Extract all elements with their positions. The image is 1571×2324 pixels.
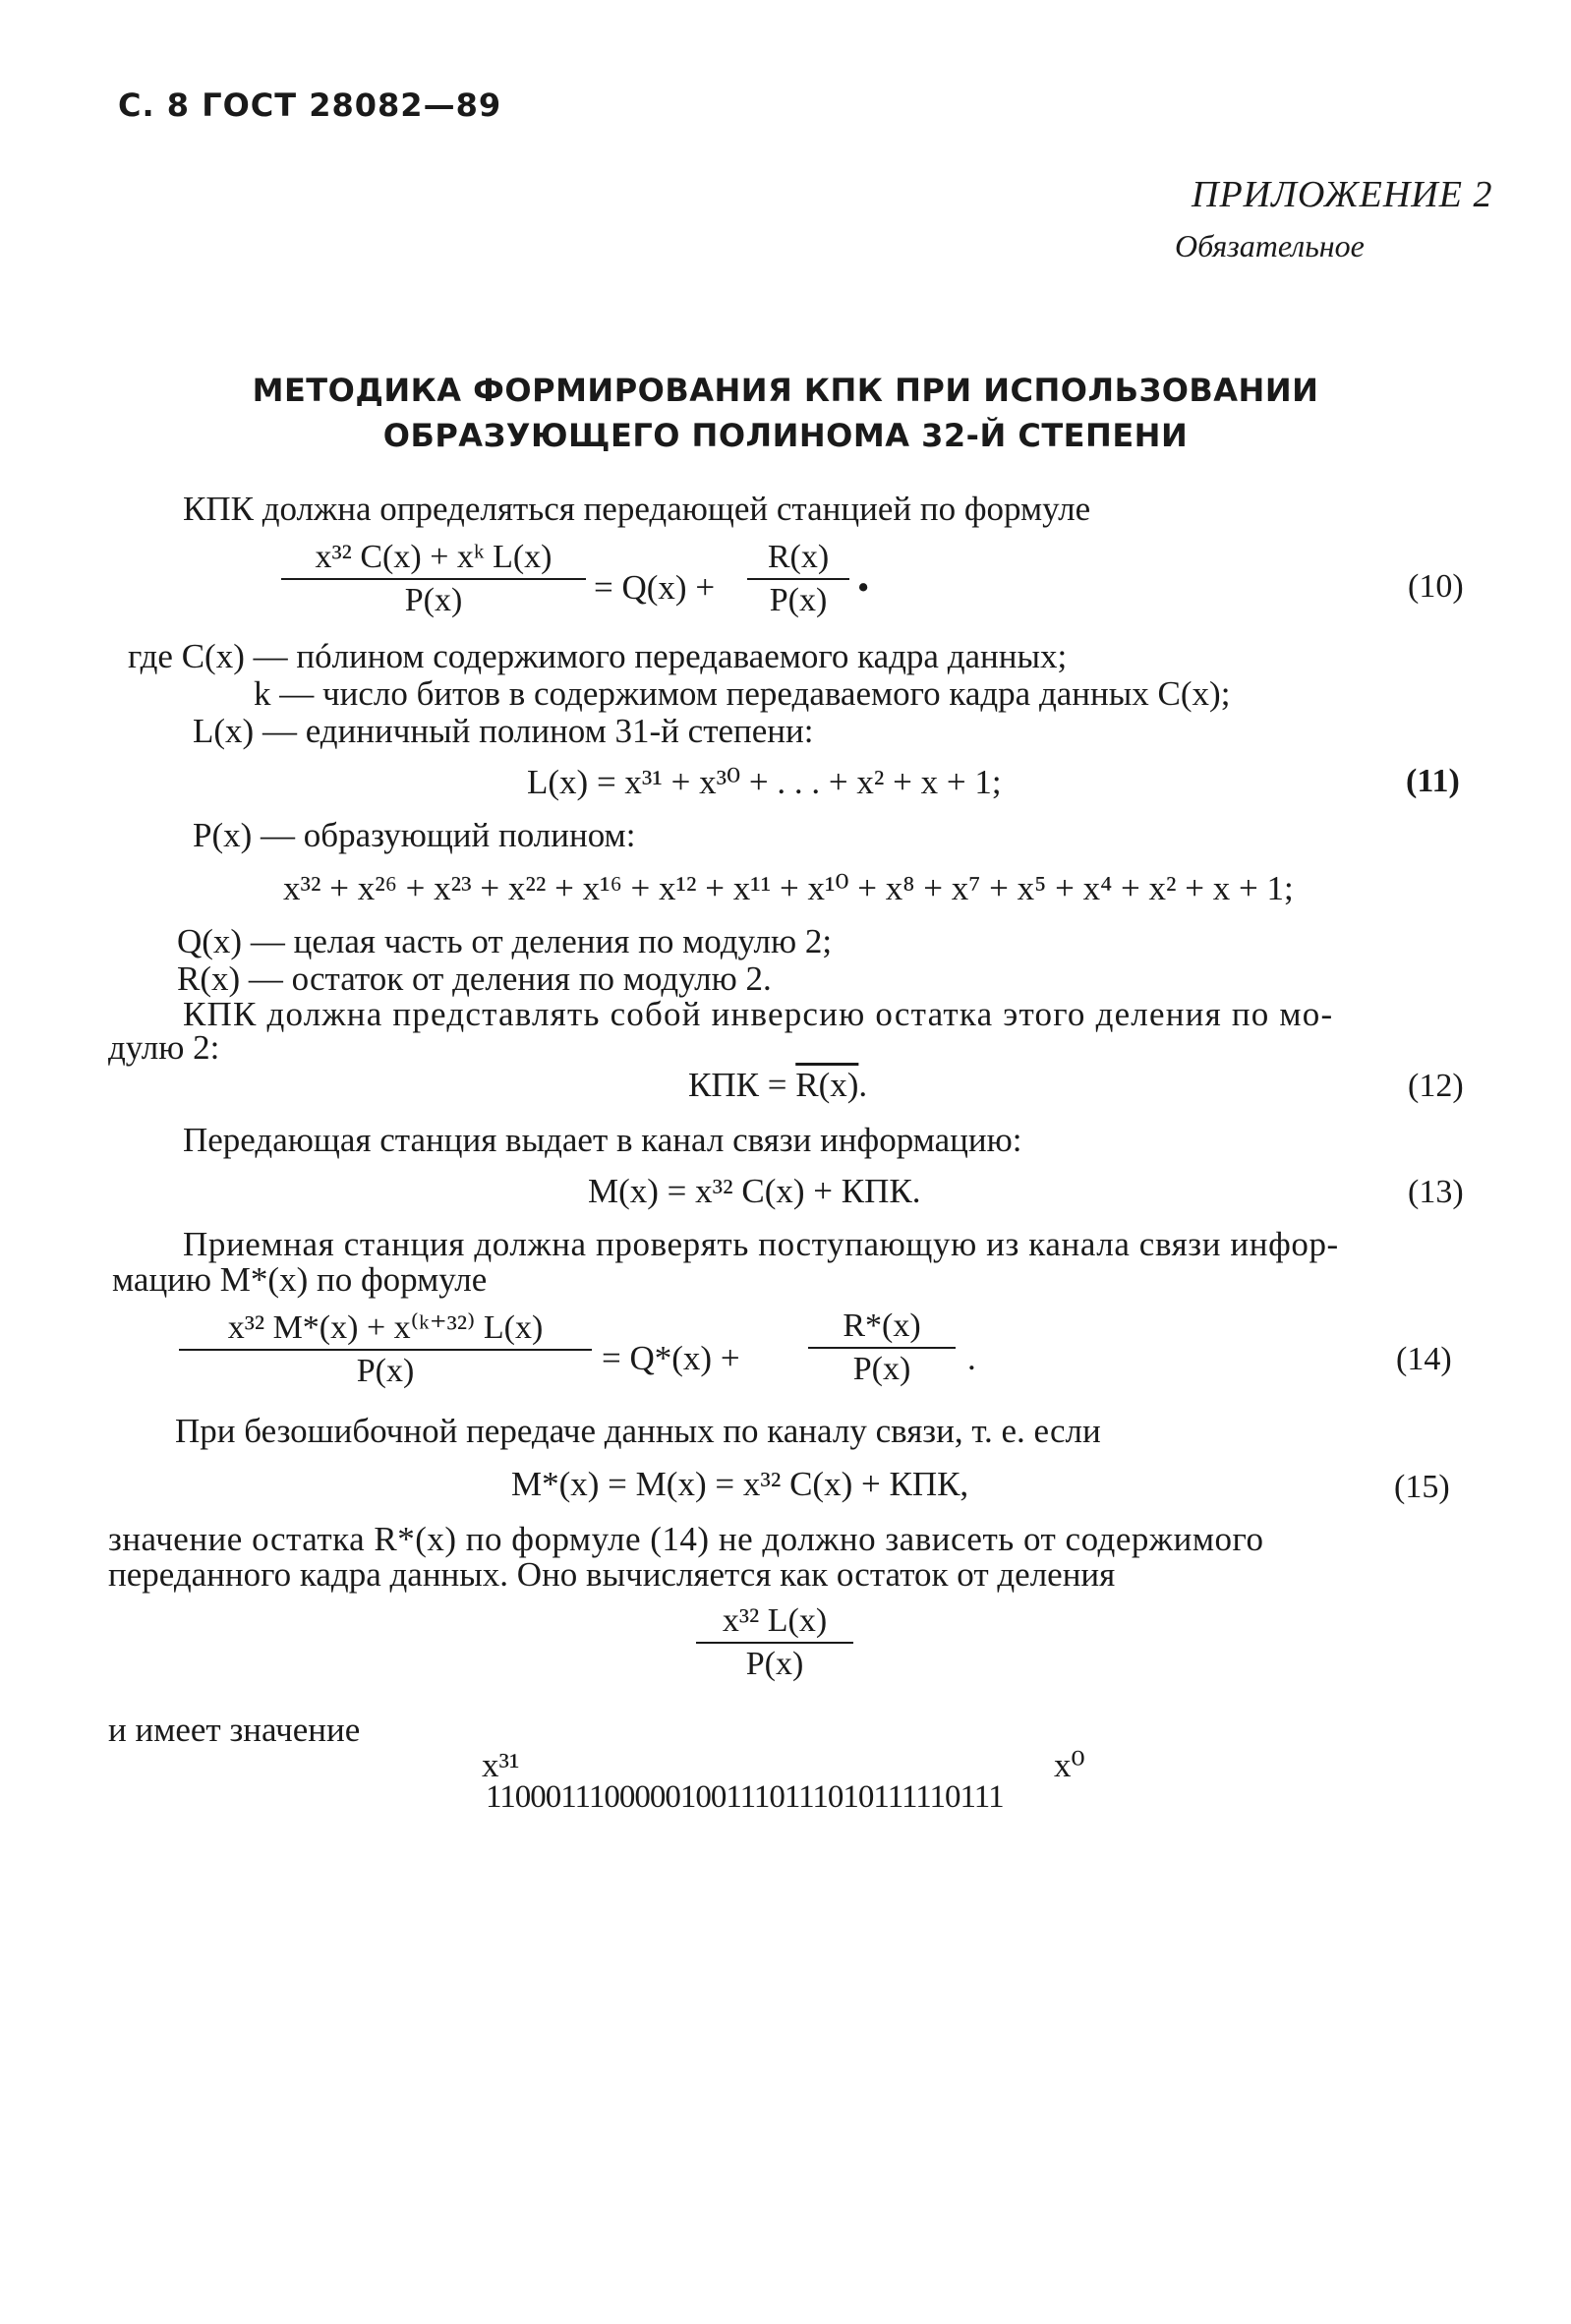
eq10-fraction-right [747, 539, 849, 619]
appendix-status: Обязательное [1175, 228, 1365, 263]
def-c: где C(x) — пóлином содержимого передаваемого кадра данных; [128, 637, 1068, 675]
remainder-line-2: переданного кадра данных. Оно вычисляется как остаток от деления [108, 1555, 1116, 1594]
eq12-left: КПК = [688, 1066, 796, 1104]
no-error-text: При безошибочной передаче данных по каналу связи, т. е. если [175, 1412, 1101, 1450]
eq11-formula: L(x) = x³¹ + x³⁰ + . . . + x² + x + 1; [527, 763, 1002, 801]
eq14-denominator: P(x) [356, 1353, 415, 1389]
eq14-numerator: x³² M*(x) + x⁽ᵏ⁺³²⁾ L(x) [179, 1307, 592, 1351]
value-label: и имеет значение [108, 1711, 361, 1749]
eq15-number: (15) [1394, 1469, 1450, 1505]
eq14-fraction-left [179, 1307, 592, 1390]
eq15-formula: M*(x) = M(x) = x³² C(x) + КПК, [511, 1465, 969, 1503]
eq10-tail: • [857, 568, 870, 607]
lsb-label: x⁰ [1054, 1746, 1085, 1784]
title-line-2: ОБРАЗУЮЩЕГО ПОЛИНОМА 32-Й СТЕПЕНИ [382, 417, 1189, 454]
final-denominator: P(x) [745, 1646, 804, 1682]
remainder-bits: 11000111000001001110111010111110111 [486, 1779, 1004, 1815]
page-code: С. 8 ГОСТ 28082—89 [118, 87, 502, 124]
eq12-right: . [858, 1066, 868, 1104]
def-r: R(x) — остаток от деления по модулю 2. [177, 959, 772, 998]
intro-text: КПК должна определяться передающей станцией по формуле [183, 490, 1091, 528]
eq14-tail: . [967, 1339, 976, 1377]
title-line-1: МЕТОДИКА ФОРМИРОВАНИЯ КПК ПРИ ИСПОЛЬЗОВАНИИ [252, 372, 1319, 409]
generator-polynomial: x³² + x²⁶ + x²³ + x²² + x¹⁶ + x¹² + x¹¹ + x¹⁰ + x⁸ + x⁷ + x⁵ + x⁴ + x² + x + 1; [283, 869, 1294, 907]
eq10-numerator-2: R(x) [747, 539, 849, 580]
eq12-formula [688, 1066, 867, 1105]
eq13-number: (13) [1408, 1174, 1464, 1210]
final-fraction [696, 1602, 853, 1683]
send-text: Передающая станция выдает в канал связи информацию: [183, 1121, 1022, 1159]
receive-line-2: мацию M*(x) по формуле [112, 1260, 488, 1299]
eq10-denominator-2: P(x) [769, 582, 828, 618]
appendix-label: ПРИЛОЖЕНИЕ 2 [1192, 174, 1493, 215]
remainder-line-1: значение остатка R*(x) по формуле (14) не должно зависеть от содержимого [108, 1520, 1264, 1558]
receive-line-1: Приемная станция должна проверять поступающую из канала связи инфор- [183, 1225, 1339, 1263]
eq14-number: (14) [1396, 1341, 1452, 1377]
eq10-middle: = Q(x) + [594, 568, 716, 607]
final-numerator: x³² L(x) [696, 1602, 853, 1644]
eq13-formula: M(x) = x³² C(x) + КПК. [588, 1172, 921, 1210]
def-k: k — число битов в содержимом передаваемого кадра данных C(x); [254, 674, 1231, 713]
def-l: L(x) — единичный полином 31-й степени: [193, 712, 814, 750]
eq14-middle: = Q*(x) + [602, 1339, 740, 1377]
eq10-numerator: x³² C(x) + xᵏ L(x) [281, 539, 586, 580]
msb-label: x³¹ [482, 1746, 520, 1784]
eq14-denominator-2: P(x) [852, 1351, 911, 1387]
eq10-denominator: P(x) [404, 582, 463, 618]
eq10-fraction-left [281, 539, 586, 619]
eq12-overbar: R(x) [795, 1066, 859, 1104]
eq12-number: (12) [1408, 1068, 1464, 1104]
eq11-number: (11) [1406, 763, 1460, 799]
eq10-number: (10) [1408, 568, 1464, 605]
inversion-line-2: дулю 2: [108, 1028, 220, 1067]
inversion-line-1: КПК должна представлять собой инверсию остатка этого деления по мо- [183, 995, 1334, 1033]
def-q: Q(x) — целая часть от деления по модулю 2; [177, 922, 833, 960]
def-p: P(x) — образующий полином: [193, 816, 636, 854]
eq14-fraction-right [808, 1307, 956, 1388]
eq14-numerator-2: R*(x) [808, 1307, 956, 1349]
